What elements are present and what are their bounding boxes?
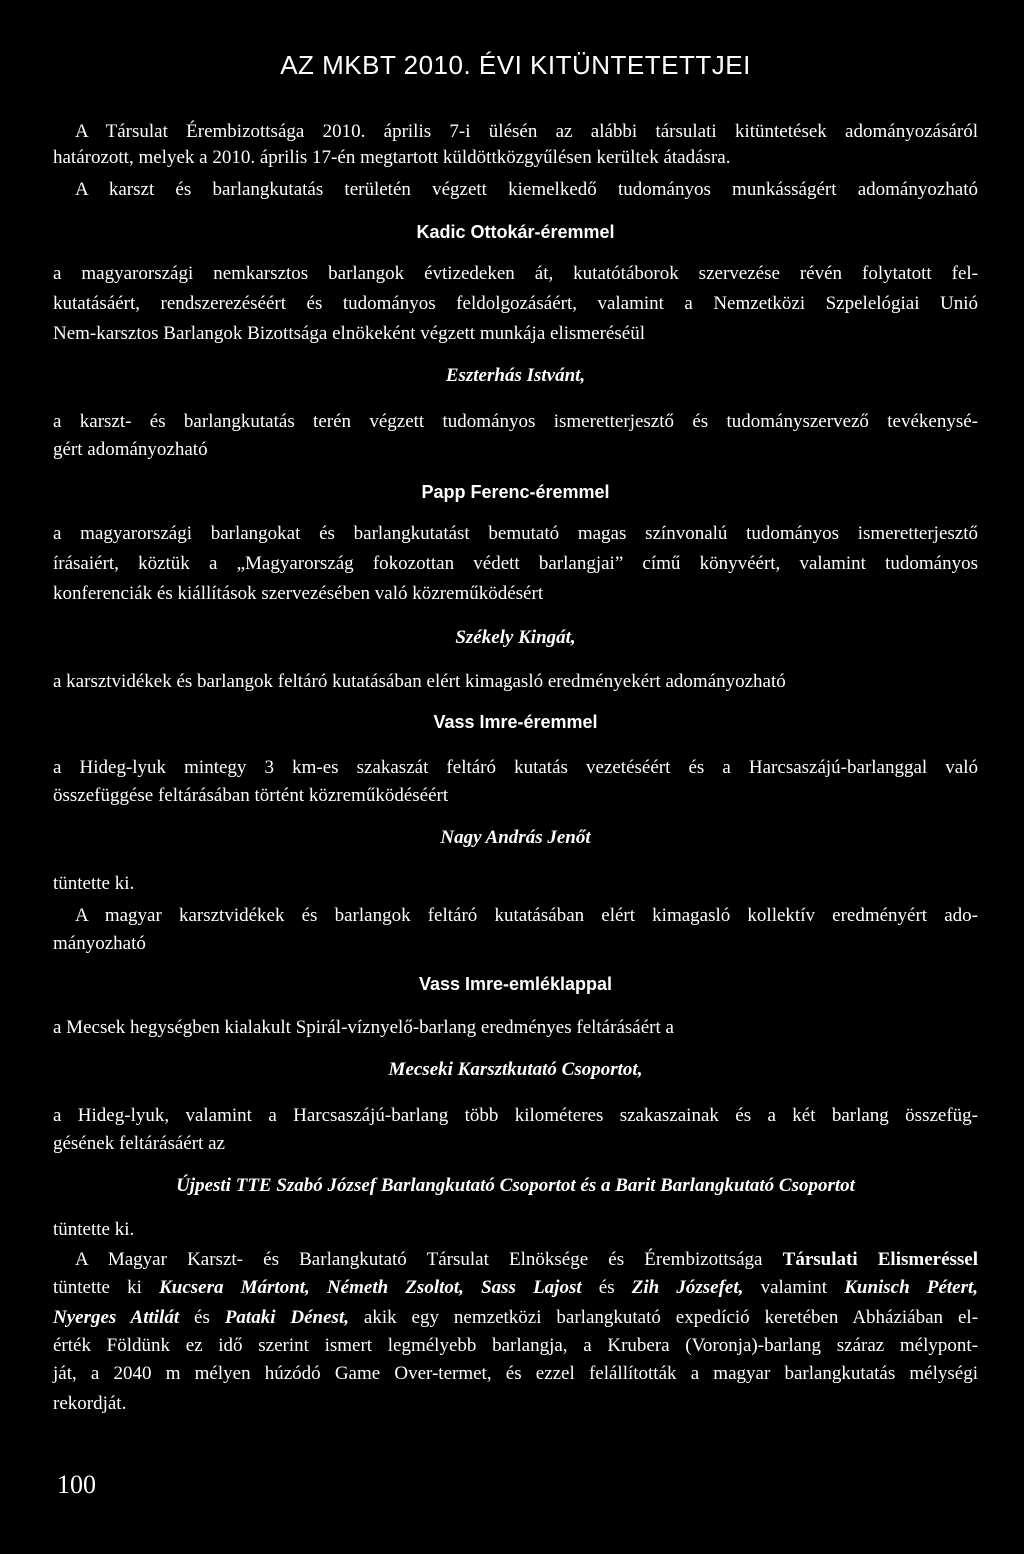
awardee-zih: Zih Józsefet,: [631, 1277, 744, 1298]
paragraph-line: [53, 1306, 978, 1330]
awardee-mecseki: Mecseki Karsztkutató Csoportot,: [388, 1059, 643, 1080]
paragraph-line: írásaiért, köztük a „Magyarország fokozottan védett barlangjai” című könyvéért, valamint tudományos: [53, 553, 978, 574]
text-run: A Magyar Karszt- és Barlangkutató Társulat Elnöksége és Érembizottsága: [75, 1249, 763, 1270]
paragraph-line: a Mecsek hegységben kialakult Spirál-víznyelő-barlang eredményes feltárásáért a: [53, 1017, 674, 1038]
paragraph-line: gért adományozható: [53, 439, 208, 460]
awardee-szekely: Székely Kingát,: [455, 627, 576, 648]
paragraph-line: A magyar karsztvidékek és barlangok feltáró kutatásában elért kimagasló kollektív eredményért ado-: [75, 905, 978, 926]
paragraph-line: kutatásáért, rendszerezéséért és tudományos feldolgozásáért, valamint a Nemzetközi Szpelelógiai Unió: [53, 293, 978, 314]
award-name-vass-leaf: Vass Imre-emléklappal: [418, 974, 613, 994]
paragraph-line: [53, 1248, 978, 1272]
document-page: [53, 0, 978, 1554]
paragraph-line: ját, a 2040 m mélyen húzódó Game Over-termet, és ezzel felállították a magyar barlangkutatás mélységi: [53, 1363, 978, 1384]
paragraph-line: érték Földünk ez idő szerint ismert legmélyebb barlangja, a Krubera (Voronja)-barlang száraz mélypont-: [53, 1335, 978, 1356]
awardee-eszterhas: Eszterhás Istvánt,: [445, 365, 586, 386]
paragraph-line: a magyarországi barlangokat és barlangkutatást bemutató magas színvonalú tudományos ismeretterjesztő: [53, 523, 978, 544]
paragraph-line: a Hideg-lyuk mintegy 3 km-es szakaszát feltáró kutatás vezetéséért és a Harcsaszájú-barlanggal való: [53, 757, 978, 778]
paragraph-line: [53, 1276, 978, 1300]
paragraph-line: Nem-karsztos Barlangok Bizottsága elnökeként végzett munkája elismeréséül: [53, 323, 645, 344]
text-run: akik egy nemzetközi barlangkutató expedíció keretében Abháziában el-: [363, 1307, 979, 1328]
paragraph-line: a karszt- és barlangkutatás terén végzett tudományos ismeretterjesztő és tudományszervező tevékenysé-: [53, 411, 978, 432]
text-run: valamint: [760, 1277, 828, 1298]
paragraph-line: konferenciák és kiállítások szervezésében való közreműködésért: [53, 583, 544, 604]
paragraph-line: mányozható: [53, 933, 146, 954]
paragraph-line: gésének feltárásáért az: [53, 1133, 225, 1154]
paragraph-line: A karszt és barlangkutatás területén végzett kiemelkedő tudományos munkásságért adományozható: [75, 179, 978, 200]
awardee-kucsera: Kucsera Mártont,: [159, 1277, 310, 1298]
paragraph-line: a magyarországi nemkarsztos barlangok évtizedeken át, kutatótáborok szervezése révén folytatott fel-: [53, 263, 978, 284]
page-title: AZ MKBT 2010. ÉVI KITÜNTETETTJEI: [280, 50, 751, 80]
paragraph-line: tüntette ki.: [53, 873, 135, 894]
paragraph-line: összefüggése feltárásában történt közreműködéséért: [53, 785, 449, 806]
awardee-ujpesti: Újpesti TTE Szabó József Barlangkutató Csoportot és a Barit Barlangkutató Csoportot: [176, 1175, 855, 1196]
page-number: 100: [57, 1470, 96, 1499]
text-run: és: [194, 1307, 210, 1328]
paragraph-line: a Hideg-lyuk, valamint a Harcsaszájú-barlang több kilométeres szakaszainak és a két barlang összefüg-: [53, 1105, 978, 1126]
awardee-sass: Sass Lajost: [481, 1277, 582, 1298]
awardee-nyerges: Nyerges Attilát: [53, 1307, 180, 1328]
paragraph-line: A Társulat Érembizottsága 2010. április 7-i ülésén az alábbi társulati kitüntetések adományozásáról: [75, 121, 978, 142]
awardee-kunisch: Kunisch Pétert,: [844, 1277, 979, 1298]
paragraph-line: határozott, melyek a 2010. április 17-én megtartott küldöttközgyűlésen kerültek átadásra.: [53, 147, 731, 168]
award-name-kadic: Kadic Ottokár-éremmel: [416, 222, 615, 242]
awardee-nagy: Nagy András Jenőt: [440, 827, 591, 848]
paragraph-line: a karsztvidékek és barlangok feltáró kutatásában elért kimagasló eredményekért adományozható: [53, 671, 786, 692]
award-name-papp: Papp Ferenc-éremmel: [421, 482, 610, 502]
award-name-vass-medal: Vass Imre-éremmel: [433, 712, 598, 732]
paragraph-line: tüntette ki.: [53, 1219, 135, 1240]
paragraph-line: rekordját.: [53, 1393, 127, 1414]
awardee-pataki: Pataki Dénest,: [224, 1307, 349, 1328]
text-run: tüntette ki: [53, 1277, 142, 1298]
awardee-nemeth: Németh Zsoltot,: [326, 1277, 464, 1298]
award-name-elismeres: Társulati Elismeréssel: [782, 1249, 979, 1270]
text-run: és: [598, 1277, 615, 1298]
